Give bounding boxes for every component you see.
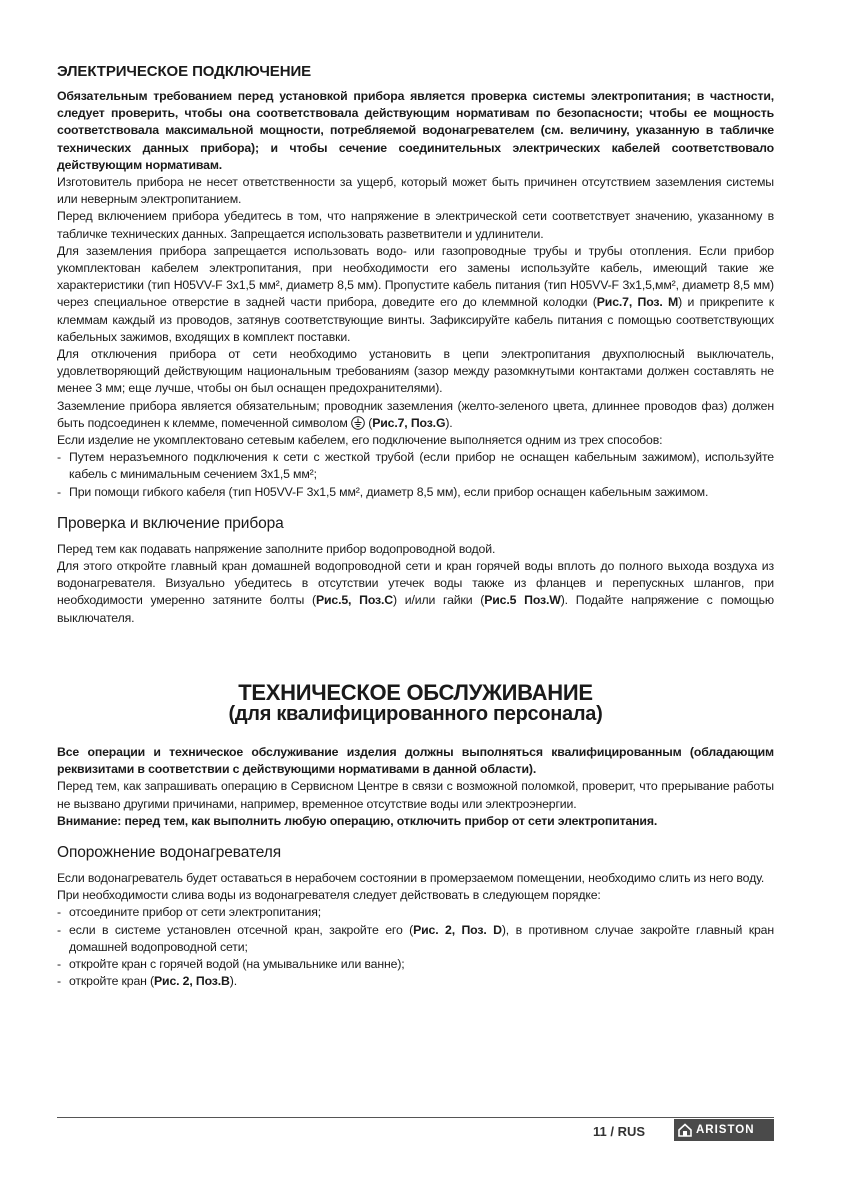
electrical-paragraph-4: Для отключения прибора от сети необходимо установить в цепи электропитания двухполюсный выключатель, удовлетворяющий действующим национальным требованиям (зазор между разомкнутыми контактами должен составлять не менее 3 мм; еще лучше, чтобы он был оснащен предохранителями). xyxy=(57,347,774,396)
figure-reference: Рис.7, Поз. M xyxy=(596,295,679,310)
list-item-text: Путем неразъемного подключения к сети с жесткой трубой (если прибор не оснащен кабельным зажимом), используйте кабель с минимальным сечением 3x1,5 мм²; xyxy=(69,450,774,482)
electrical-paragraph-1: Изготовитель прибора не несет ответственности за ущерб, который может быть причинен отсутствием заземления системы или неверным электропитанием. xyxy=(57,175,774,207)
list-item-text xyxy=(69,922,774,956)
maintenance-title: ТЕХНИЧЕСКОЕ ОБСЛУЖИВАНИЕ xyxy=(238,679,593,705)
list-dash: - xyxy=(57,484,61,499)
maintenance-section xyxy=(57,679,774,830)
maintenance-subtitle: (для квалифицированного персонала) xyxy=(228,702,603,725)
electrical-intro: Обязательным требованием перед установкой прибора является проверка системы электропитания; в частности, следует проверить, чтобы она соответствовала действующим нормативам по безопасности; чтобы ее мощность соответствовала максимальной мощности, потребляемой водонагревателем (см. величину, указанную в табличке технических данных прибора); и чтобы сечение соединительных электрических кабелей соответствовало действующим нормативам. xyxy=(57,89,774,172)
text-span: ( xyxy=(364,415,373,430)
list-item xyxy=(57,484,774,501)
electrical-paragraph-5 xyxy=(57,398,774,432)
check-section xyxy=(57,515,774,627)
drain-heading: Опорожнение водонагревателя xyxy=(57,843,282,861)
figure-reference: Рис. 2, Поз.B xyxy=(154,974,230,989)
drain-paragraph-2: При необходимости слива воды из водонагревателя следует действовать в следующем порядке: xyxy=(57,888,601,903)
footer-divider xyxy=(57,1117,774,1118)
list-item xyxy=(57,956,774,973)
text-span: откройте кран ( xyxy=(69,974,154,989)
maintenance-paragraph-1: Перед тем, как запрашивать операцию в Сервисном Центре в связи с возможной поломкой, проверит, что прерывание работы не вызвано другими причинами, например, временное отсутствие воды или электроэнергии. xyxy=(57,779,774,811)
list-dash: - xyxy=(57,905,61,920)
figure-reference: Рис.5 Поз.W xyxy=(484,593,561,608)
list-dash: - xyxy=(57,922,61,937)
text-span: Заземление прибора является обязательным; проводник заземления (желто-зеленого цвета, длиннее проводов фаз) должен быть подсоединен к клемме, помеченной символом xyxy=(57,398,774,430)
electrical-paragraph-3 xyxy=(57,243,774,346)
list-item-text: отсоедините прибор от сети электропитания; xyxy=(69,905,321,920)
electrical-paragraph-2: Перед включением прибора убедитесь в том, что напряжение в электрической сети соответствует значению, указанному в табличке технических данных. Запрещается использовать разветвители и удлинители. xyxy=(57,209,774,241)
page-number: 11 / RUS xyxy=(593,1124,646,1139)
electrical-heading: ЭЛЕКТРИЧЕСКОЕ ПОДКЛЮЧЕНИЕ xyxy=(57,63,312,80)
list-dash: - xyxy=(57,450,61,465)
list-item xyxy=(57,904,774,921)
figure-reference: Рис.7, Поз.G xyxy=(372,415,446,430)
drain-paragraph-1: Если водонагреватель будет оставаться в нерабочем состоянии в промерзаемом помещении, необходимо слить из него воду. xyxy=(57,870,765,885)
figure-reference: Рис.5, Поз.C xyxy=(315,593,393,608)
page-content xyxy=(57,63,774,990)
list-item-text xyxy=(69,973,774,990)
text-span: ) и/или гайки ( xyxy=(393,593,485,608)
list-dash: - xyxy=(57,974,61,989)
check-paragraph-2 xyxy=(57,558,774,627)
text-span: Для этого откройте главный кран домашней водопроводной сети и кран горячей воды вплоть до полного выхода воздуха из водонагревателя. Визуально убедитесь в отсутствии утечек воды также из фланцев и перепускных шлангов, при необходимости умеренно затяните болты ( xyxy=(57,559,774,608)
ariston-logo xyxy=(674,1119,774,1141)
list-item-text: откройте кран с горячей водой (на умывальнике или ванне); xyxy=(69,956,405,971)
brand-name: ARISTON xyxy=(696,1124,755,1136)
text-span: ) и прикрепите к клеммам каждый из проводов, затянув соответствующие винты. Зафиксируйте кабель питания с помощью соответствующих кабельных зажимов, входящих в комплект поставки. xyxy=(57,295,774,344)
maintenance-warning: Внимание: перед тем, как выполнить любую операцию, отключить прибор от сети электропитания. xyxy=(57,813,658,828)
ground-symbol-icon xyxy=(351,416,365,430)
drain-section xyxy=(57,844,774,990)
house-icon xyxy=(678,1123,692,1137)
check-heading: Проверка и включение прибора xyxy=(57,514,284,532)
list-item xyxy=(57,973,774,990)
text-span: ). xyxy=(445,415,453,430)
text-span: если в системе установлен отсечной кран, закройте его ( xyxy=(69,922,414,937)
electrical-paragraph-6: Если изделие не укомплектовано сетевым кабелем, его подключение выполняется одним из трех способов: xyxy=(57,433,663,448)
maintenance-intro: Все операции и техническое обслуживание изделия должны выполняться квалифицированным (обладающим реквизитами в соответствии с действующими нормативами в данной области). xyxy=(57,744,774,777)
text-span: ), в противном случае закройте главный кран домашней водопроводной сети; xyxy=(69,922,774,954)
list-dash: - xyxy=(57,956,61,971)
text-span: ). Подайте напряжение с помощью выключателя. xyxy=(57,593,774,625)
text-span: ). xyxy=(229,974,237,989)
check-paragraph-1: Перед тем как подавать напряжение заполните прибор водопроводной водой. xyxy=(57,541,496,556)
list-item-text: При помощи гибкого кабеля (тип H05VV-F 3x1,5 мм², диаметр 8,5 мм), если прибор оснащен кабельным зажимом. xyxy=(69,484,709,499)
list-item xyxy=(57,449,774,483)
figure-reference: Рис. 2, Поз. D xyxy=(413,922,502,937)
text-span: Для заземления прибора запрещается использовать водо- или газопроводные трубы и трубы отопления. Если прибор укомплектован кабелем электропитания, при необходимости его замены используйте кабель, имеющий такие же характеристики (тип H05VV-F 3x1,5 мм², диаметр 8,5 мм). Пропустите кабель питания (тип H05VV-F 3x1,5,мм², диаметр 8,5 мм) через специальное отверстие в задней части прибора, доведите его до клеммной колодки ( xyxy=(57,243,774,310)
list-item xyxy=(57,922,774,956)
